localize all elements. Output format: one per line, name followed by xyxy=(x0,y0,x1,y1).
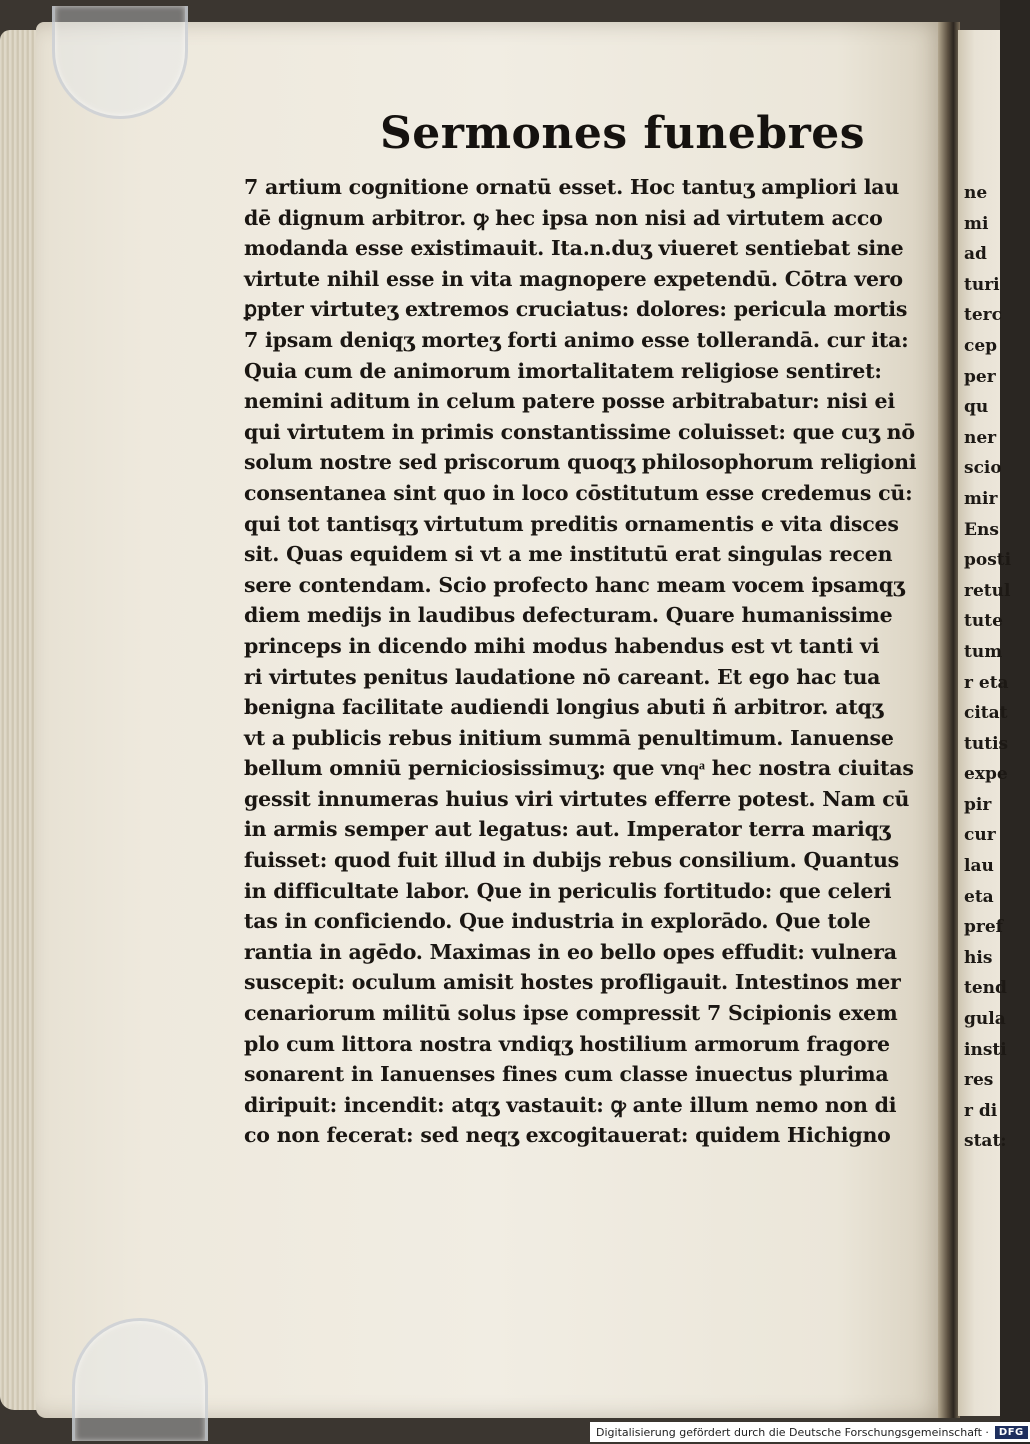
bottom-page-clip xyxy=(72,1318,208,1441)
margin-fragment: posti xyxy=(964,550,1012,571)
footer-bar xyxy=(590,1422,1030,1442)
margin-fragment: stat: xyxy=(964,1131,1007,1152)
text-line: diripuit: incendit: atqʒ vastauit: ꝙ ante illum nemo non di xyxy=(244,1092,897,1117)
margin-fragment: ad xyxy=(964,244,987,265)
text-line: solum nostre sed priscorum quoqʒ philosophorum religioni xyxy=(244,450,917,475)
margin-fragment: insti xyxy=(964,1039,1007,1060)
margin-fragment: eta xyxy=(964,886,994,907)
margin-fragment: retul xyxy=(964,580,1011,601)
margin-fragment: per xyxy=(964,366,996,387)
margin-fragment: gula xyxy=(964,1009,1006,1030)
text-line: ri virtutes penitus laudatione nō careant. Et ego hac tua xyxy=(244,664,881,689)
text-line: sere contendam. Scio profecto hanc meam vocem ipsamqʒ xyxy=(244,572,905,597)
text-line: cenariorum militū solus ipse compressit 7 Scipionis exem xyxy=(244,1001,898,1026)
margin-fragment: turi xyxy=(964,274,1000,295)
text-line: vt a publicis rebus initium summā penultimum. Ianuense xyxy=(244,725,894,750)
margin-fragment: lau xyxy=(964,856,994,877)
text-line: 7 artium cognitione ornatū esset. Hoc tantuʒ ampliori lau xyxy=(244,175,900,199)
text-line: sit. Quas equidem si vt a me institutū erat singulas recen xyxy=(244,542,893,567)
text-line: in difficultate labor. Que in periculis fortitudo: que celeri xyxy=(244,878,892,903)
text-line: virtute nihil esse in vita magnopere expetendū. Cōtra vero xyxy=(244,266,903,291)
text-line: qui virtutem in primis constantissime coluisset: que cuʒ nō xyxy=(244,419,915,444)
text-line: benigna facilitate audiendi longius abuti ñ arbitror. atqʒ xyxy=(244,695,884,720)
margin-fragment: pir xyxy=(964,794,992,815)
text-line: plo cum littora nostra vndiqʒ hostilium armorum fragore xyxy=(244,1031,890,1056)
text-line: Quia cum de animorum imortalitatem religiose sentiret: xyxy=(244,358,882,383)
margin-fragment: res xyxy=(964,1070,994,1091)
margin-fragment: citat xyxy=(964,703,1008,724)
running-head: Sermones funebres xyxy=(380,108,866,159)
dfg-logo-icon: DFG xyxy=(995,1426,1028,1439)
margin-fragment: ner xyxy=(964,427,997,448)
text-line: bellum omniū perniciosissimuʒ: que vnqͣ hec nostra ciuitas xyxy=(244,756,914,781)
text-line: in armis semper aut legatus: aut. Imperator terra mariqʒ xyxy=(244,817,891,842)
book-gutter xyxy=(938,22,960,1418)
margin-fragment: r eta xyxy=(964,672,1009,693)
text-line: ꝑpter virtuteʒ extremos cruciatus: dolores: pericula mortis xyxy=(244,297,908,322)
text-line: 7 ipsam deniqʒ morteʒ forti animo esse tollerandā. cur ita: xyxy=(244,327,909,352)
margin-fragment: mir xyxy=(964,488,998,509)
text-line: co non fecerat: sed neqʒ excogitauerat: quidem Hichigno xyxy=(244,1123,891,1148)
footer-credit: Digitalisierung gefördert durch die Deutsche Forschungsgemeinschaft · xyxy=(596,1425,989,1439)
margin-fragment: Ens xyxy=(964,519,999,540)
text-line: fuisset: quod fuit illud in dubijs rebus consilium. Quantus xyxy=(244,848,899,873)
text-line: nemini aditum in celum patere posse arbitrabatur: nisi ei xyxy=(244,389,895,414)
text-line: dē dignum arbitror. ꝙ hec ipsa non nisi ad virtutem acco xyxy=(244,205,883,230)
text-line: suscepit: oculum amisit hostes profligauit. Intestinos mer xyxy=(244,970,901,995)
margin-fragment: cep xyxy=(964,335,998,356)
text-line: sonarent in Ianuenses fines cum classe inuectus plurima xyxy=(244,1062,889,1087)
margin-fragment: qu xyxy=(964,397,989,418)
margin-fragment: mi xyxy=(964,213,989,234)
text-line: diem medijs in laudibus defecturam. Quare humanissime xyxy=(244,603,893,628)
margin-fragment: pref xyxy=(964,917,1003,938)
margin-fragment: tute xyxy=(964,611,1003,632)
margin-fragment: ne xyxy=(964,183,988,203)
margin-fragment: expe xyxy=(964,764,1008,785)
margin-fragment: cur xyxy=(964,825,996,846)
margin-fragment: tutis xyxy=(964,733,1009,754)
text-line: rantia in agēdo. Maximas in eo bello opes effudit: vulnera xyxy=(244,939,897,964)
right-page-margin-fragments xyxy=(964,178,1012,1157)
margin-fragment: tum xyxy=(964,641,1003,662)
text-line: consentanea sint quo in loco cōstitutum esse credemus cū: xyxy=(244,480,913,505)
margin-fragment: terc xyxy=(964,305,1002,326)
text-line: qui tot tantisqʒ virtutum preditis ornamentis e vita disces xyxy=(244,511,899,536)
margin-fragment: r di xyxy=(964,1100,998,1121)
text-line: modanda esse existimauit. Ita.n.duʒ viueret sentiebat sine xyxy=(244,236,904,261)
margin-fragment: his xyxy=(964,947,993,968)
margin-fragment: tend xyxy=(964,978,1007,999)
margin-fragment: scio xyxy=(964,458,1002,479)
text-line: princeps in dicendo mihi modus habendus est vt tanti vi xyxy=(244,633,880,658)
text-line: gessit innumeras huius viri virtutes efferre potest. Nam cū xyxy=(244,786,910,811)
text-line: tas in conficiendo. Que industria in explorādo. Que tole xyxy=(244,909,871,934)
main-text-block xyxy=(244,172,917,1151)
